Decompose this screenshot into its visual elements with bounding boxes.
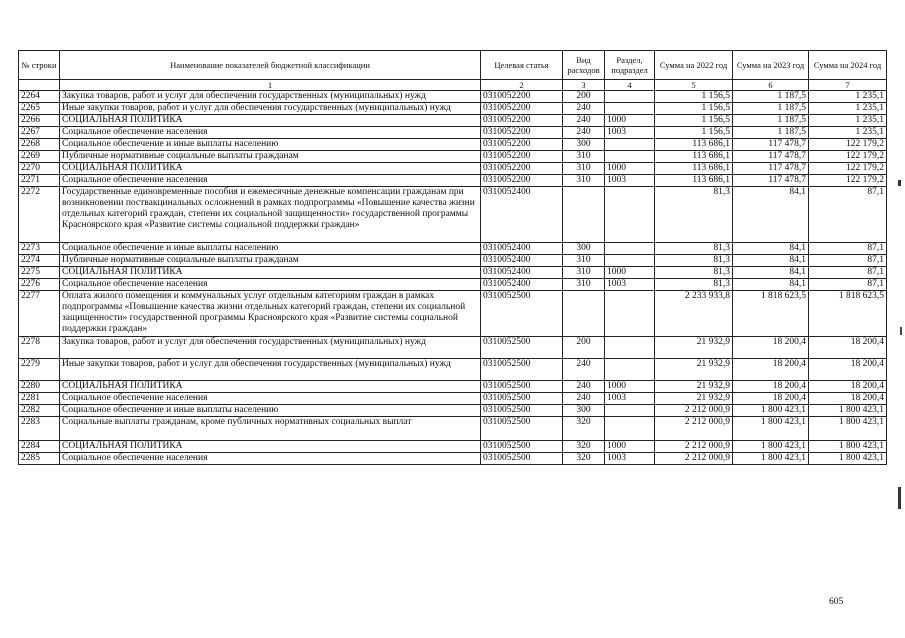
section-code: 1000 xyxy=(605,441,655,453)
table-row xyxy=(19,151,887,163)
column-number: 7 xyxy=(809,80,887,91)
section-code: 1003 xyxy=(605,279,655,291)
section-code xyxy=(605,405,655,417)
row-number: 2267 xyxy=(19,127,60,139)
table-row xyxy=(19,291,887,337)
indicator-name: Государственные единовременные пособия и ежемесячные денежные компенсации гражданам при возникновении поствакцинальных осложнений в рамках подпрограммы «Повышение качества жизни отдельных категорий граждан, степени их социальной защищенности» государственной программы Красноярского края «Развитие системы социальной поддержки граждан» xyxy=(60,187,481,243)
sum-2024: 87,1 xyxy=(809,187,887,243)
target-article: 0310052400 xyxy=(481,279,563,291)
expense-type: 300 xyxy=(563,243,605,255)
page-number: 605 xyxy=(829,597,844,607)
section-code xyxy=(605,91,655,103)
target-article: 0310052200 xyxy=(481,175,563,187)
sum-2022: 21 932,9 xyxy=(655,393,733,405)
sum-2024: 87,1 xyxy=(809,279,887,291)
expense-type: 240 xyxy=(563,393,605,405)
row-number: 2282 xyxy=(19,405,60,417)
row-number: 2279 xyxy=(19,359,60,381)
table-row xyxy=(19,243,887,255)
table-row xyxy=(19,417,887,441)
header-sum-2023: Сумма на 2023 год xyxy=(733,51,809,80)
sum-2023: 1 187,5 xyxy=(733,91,809,103)
section-code: 1003 xyxy=(605,453,655,465)
sum-2022: 2 212 000,9 xyxy=(655,441,733,453)
table-row xyxy=(19,163,887,175)
sum-2024: 18 200,4 xyxy=(809,359,887,381)
sum-2024: 18 200,4 xyxy=(809,337,887,359)
target-article: 0310052500 xyxy=(481,393,563,405)
header-row xyxy=(19,51,887,80)
column-number-row xyxy=(19,80,887,91)
table-row xyxy=(19,187,887,243)
target-article: 0310052200 xyxy=(481,163,563,175)
table-body xyxy=(19,91,887,465)
sum-2023: 84,1 xyxy=(733,267,809,279)
target-article: 0310052200 xyxy=(481,115,563,127)
row-number: 2275 xyxy=(19,267,60,279)
sum-2022: 2 212 000,9 xyxy=(655,405,733,417)
row-number: 2266 xyxy=(19,115,60,127)
scan-mark xyxy=(900,327,902,335)
section-code xyxy=(605,151,655,163)
indicator-name: СОЦИАЛЬНАЯ ПОЛИТИКА xyxy=(60,115,481,127)
table-row xyxy=(19,405,887,417)
sum-2024: 1 800 423,1 xyxy=(809,441,887,453)
indicator-name: Социальное обеспечение населения xyxy=(60,279,481,291)
indicator-name: СОЦИАЛЬНАЯ ПОЛИТИКА xyxy=(60,441,481,453)
sum-2022: 1 156,5 xyxy=(655,91,733,103)
scan-mark xyxy=(898,487,901,509)
sum-2023: 1 187,5 xyxy=(733,127,809,139)
sum-2024: 1 235,1 xyxy=(809,91,887,103)
section-code xyxy=(605,255,655,267)
expense-type: 240 xyxy=(563,115,605,127)
row-number: 2265 xyxy=(19,103,60,115)
expense-type: 320 xyxy=(563,441,605,453)
sum-2022: 21 932,9 xyxy=(655,359,733,381)
indicator-name: Социальные выплаты гражданам, кроме публичных нормативных социальных выплат xyxy=(60,417,481,441)
table-row xyxy=(19,127,887,139)
target-article: 0310052500 xyxy=(481,359,563,381)
target-article: 0310052200 xyxy=(481,127,563,139)
sum-2024: 122 179,2 xyxy=(809,139,887,151)
sum-2023: 1 800 423,1 xyxy=(733,417,809,441)
indicator-name: Социальное обеспечение населения xyxy=(60,175,481,187)
sum-2022: 2 212 000,9 xyxy=(655,417,733,441)
table-row xyxy=(19,453,887,465)
indicator-name: Закупка товаров, работ и услуг для обеспечения государственных (муниципальных) нужд xyxy=(60,91,481,103)
column-number: 1 xyxy=(60,80,481,91)
sum-2023: 1 187,5 xyxy=(733,103,809,115)
sum-2022: 21 932,9 xyxy=(655,381,733,393)
section-code xyxy=(605,337,655,359)
target-article: 0310052400 xyxy=(481,255,563,267)
indicator-name: Социальное обеспечение населения xyxy=(60,393,481,405)
row-number: 2276 xyxy=(19,279,60,291)
sum-2022: 1 156,5 xyxy=(655,115,733,127)
section-code: 1003 xyxy=(605,127,655,139)
indicator-name: Социальное обеспечение населения xyxy=(60,127,481,139)
table-row xyxy=(19,381,887,393)
row-number: 2274 xyxy=(19,255,60,267)
sum-2022: 81,3 xyxy=(655,267,733,279)
section-code: 1000 xyxy=(605,163,655,175)
expense-type: 200 xyxy=(563,91,605,103)
sum-2024: 18 200,4 xyxy=(809,393,887,405)
sum-2023: 117 478,7 xyxy=(733,139,809,151)
row-number: 2283 xyxy=(19,417,60,441)
budget-table xyxy=(18,50,887,465)
sum-2023: 18 200,4 xyxy=(733,359,809,381)
indicator-name: Закупка товаров, работ и услуг для обеспечения государственных (муниципальных) нужд xyxy=(60,337,481,359)
sum-2023: 84,1 xyxy=(733,187,809,243)
section-code xyxy=(605,417,655,441)
expense-type: 320 xyxy=(563,417,605,441)
sum-2024: 87,1 xyxy=(809,243,887,255)
indicator-name: СОЦИАЛЬНАЯ ПОЛИТИКА xyxy=(60,163,481,175)
expense-type: 310 xyxy=(563,163,605,175)
indicator-name: Социальное обеспечение и иные выплаты населению xyxy=(60,405,481,417)
sum-2022: 113 686,1 xyxy=(655,163,733,175)
sum-2022: 113 686,1 xyxy=(655,139,733,151)
indicator-name: Публичные нормативные социальные выплаты гражданам xyxy=(60,255,481,267)
sum-2024: 1 800 423,1 xyxy=(809,453,887,465)
sum-2024: 1 235,1 xyxy=(809,115,887,127)
target-article: 0310052500 xyxy=(481,291,563,337)
header-row-number: № строки xyxy=(19,51,60,80)
expense-type xyxy=(563,291,605,337)
sum-2024: 87,1 xyxy=(809,267,887,279)
section-code: 1003 xyxy=(605,393,655,405)
target-article: 0310052500 xyxy=(481,453,563,465)
sum-2023: 84,1 xyxy=(733,243,809,255)
sum-2023: 117 478,7 xyxy=(733,163,809,175)
target-article: 0310052400 xyxy=(481,267,563,279)
expense-type: 310 xyxy=(563,151,605,163)
table-row xyxy=(19,255,887,267)
expense-type: 310 xyxy=(563,279,605,291)
target-article: 0310052500 xyxy=(481,381,563,393)
indicator-name: СОЦИАЛЬНАЯ ПОЛИТИКА xyxy=(60,267,481,279)
row-number: 2269 xyxy=(19,151,60,163)
indicator-name: СОЦИАЛЬНАЯ ПОЛИТИКА xyxy=(60,381,481,393)
sum-2023: 117 478,7 xyxy=(733,151,809,163)
target-article: 0310052200 xyxy=(481,103,563,115)
sum-2022: 81,3 xyxy=(655,243,733,255)
sum-2024: 122 179,2 xyxy=(809,151,887,163)
row-number: 2280 xyxy=(19,381,60,393)
sum-2024: 87,1 xyxy=(809,255,887,267)
target-article: 0310052200 xyxy=(481,139,563,151)
sum-2023: 1 800 423,1 xyxy=(733,453,809,465)
section-code: 1000 xyxy=(605,267,655,279)
column-number: 3 xyxy=(563,80,605,91)
target-article: 0310052400 xyxy=(481,243,563,255)
table-row xyxy=(19,103,887,115)
sum-2022: 21 932,9 xyxy=(655,337,733,359)
sum-2024: 122 179,2 xyxy=(809,175,887,187)
table-row xyxy=(19,441,887,453)
sum-2023: 84,1 xyxy=(733,255,809,267)
table-row xyxy=(19,139,887,151)
target-article: 0310052200 xyxy=(481,151,563,163)
scan-mark xyxy=(898,180,901,186)
row-number: 2264 xyxy=(19,91,60,103)
target-article: 0310052500 xyxy=(481,441,563,453)
sum-2023: 18 200,4 xyxy=(733,393,809,405)
row-number: 2284 xyxy=(19,441,60,453)
target-article: 0310052200 xyxy=(481,91,563,103)
expense-type xyxy=(563,187,605,243)
sum-2022: 1 156,5 xyxy=(655,103,733,115)
sum-2024: 1 235,1 xyxy=(809,127,887,139)
sum-2022: 113 686,1 xyxy=(655,151,733,163)
expense-type: 300 xyxy=(563,405,605,417)
table-row xyxy=(19,337,887,359)
sum-2022: 81,3 xyxy=(655,279,733,291)
sum-2023: 1 818 623,5 xyxy=(733,291,809,337)
header-sum-2024: Сумма на 2024 год xyxy=(809,51,887,80)
sum-2022: 81,3 xyxy=(655,187,733,243)
row-number: 2268 xyxy=(19,139,60,151)
section-code xyxy=(605,291,655,337)
row-number: 2271 xyxy=(19,175,60,187)
header-sum-2022: Сумма на 2022 год xyxy=(655,51,733,80)
expense-type: 240 xyxy=(563,103,605,115)
expense-type: 240 xyxy=(563,381,605,393)
sum-2023: 1 800 423,1 xyxy=(733,441,809,453)
header-indicator-name: Наименование показателей бюджетной классификации xyxy=(60,51,481,80)
table-row xyxy=(19,359,887,381)
section-code: 1000 xyxy=(605,381,655,393)
sum-2024: 1 818 623,5 xyxy=(809,291,887,337)
table-row xyxy=(19,91,887,103)
column-number-empty xyxy=(19,80,60,91)
sum-2024: 1 800 423,1 xyxy=(809,405,887,417)
expense-type: 310 xyxy=(563,175,605,187)
sum-2022: 81,3 xyxy=(655,255,733,267)
row-number: 2277 xyxy=(19,291,60,337)
row-number: 2272 xyxy=(19,187,60,243)
row-number: 2273 xyxy=(19,243,60,255)
sum-2023: 117 478,7 xyxy=(733,175,809,187)
row-number: 2278 xyxy=(19,337,60,359)
section-code: 1000 xyxy=(605,115,655,127)
sum-2023: 18 200,4 xyxy=(733,337,809,359)
column-number: 4 xyxy=(605,80,655,91)
target-article: 0310052500 xyxy=(481,417,563,441)
indicator-name: Социальное обеспечение населения xyxy=(60,453,481,465)
row-number: 2285 xyxy=(19,453,60,465)
expense-type: 300 xyxy=(563,139,605,151)
indicator-name: Оплата жилого помещения и коммунальных услуг отдельным категориям граждан в рамках подпрограммы «Повышение качества жизни отдельных категорий граждан, степени их социальной защищенности» государственной программы Красноярского края «Развитие системы социальной поддержки граждан» xyxy=(60,291,481,337)
section-code: 1003 xyxy=(605,175,655,187)
table-row xyxy=(19,279,887,291)
sum-2024: 122 179,2 xyxy=(809,163,887,175)
indicator-name: Социальное обеспечение и иные выплаты населению xyxy=(60,139,481,151)
section-code xyxy=(605,243,655,255)
header-section: Раздел, подраздел xyxy=(605,51,655,80)
sum-2024: 1 235,1 xyxy=(809,103,887,115)
expense-type: 240 xyxy=(563,359,605,381)
table-row xyxy=(19,175,887,187)
expense-type: 200 xyxy=(563,337,605,359)
header-target-article: Целевая статья xyxy=(481,51,563,80)
expense-type: 240 xyxy=(563,127,605,139)
sum-2024: 18 200,4 xyxy=(809,381,887,393)
row-number: 2281 xyxy=(19,393,60,405)
expense-type: 310 xyxy=(563,255,605,267)
section-code xyxy=(605,139,655,151)
sum-2022: 113 686,1 xyxy=(655,175,733,187)
table-row xyxy=(19,393,887,405)
indicator-name: Социальное обеспечение и иные выплаты населению xyxy=(60,243,481,255)
column-number: 5 xyxy=(655,80,733,91)
section-code xyxy=(605,187,655,243)
indicator-name: Публичные нормативные социальные выплаты гражданам xyxy=(60,151,481,163)
sum-2023: 84,1 xyxy=(733,279,809,291)
sum-2022: 2 212 000,9 xyxy=(655,453,733,465)
table-row xyxy=(19,267,887,279)
sum-2022: 2 233 933,8 xyxy=(655,291,733,337)
target-article: 0310052500 xyxy=(481,337,563,359)
column-number: 2 xyxy=(481,80,563,91)
sum-2023: 1 800 423,1 xyxy=(733,405,809,417)
target-article: 0310052500 xyxy=(481,405,563,417)
expense-type: 310 xyxy=(563,267,605,279)
expense-type: 320 xyxy=(563,453,605,465)
section-code xyxy=(605,103,655,115)
sum-2022: 1 156,5 xyxy=(655,127,733,139)
indicator-name: Иные закупки товаров, работ и услуг для обеспечения государственных (муниципальных) нужд xyxy=(60,103,481,115)
sum-2023: 1 187,5 xyxy=(733,115,809,127)
target-article: 0310052400 xyxy=(481,187,563,243)
indicator-name: Иные закупки товаров, работ и услуг для обеспечения государственных (муниципальных) нужд xyxy=(60,359,481,381)
sum-2024: 1 800 423,1 xyxy=(809,417,887,441)
table-row xyxy=(19,115,887,127)
sum-2023: 18 200,4 xyxy=(733,381,809,393)
column-number: 6 xyxy=(733,80,809,91)
section-code xyxy=(605,359,655,381)
row-number: 2270 xyxy=(19,163,60,175)
header-expense-type: Вид расходов xyxy=(563,51,605,80)
